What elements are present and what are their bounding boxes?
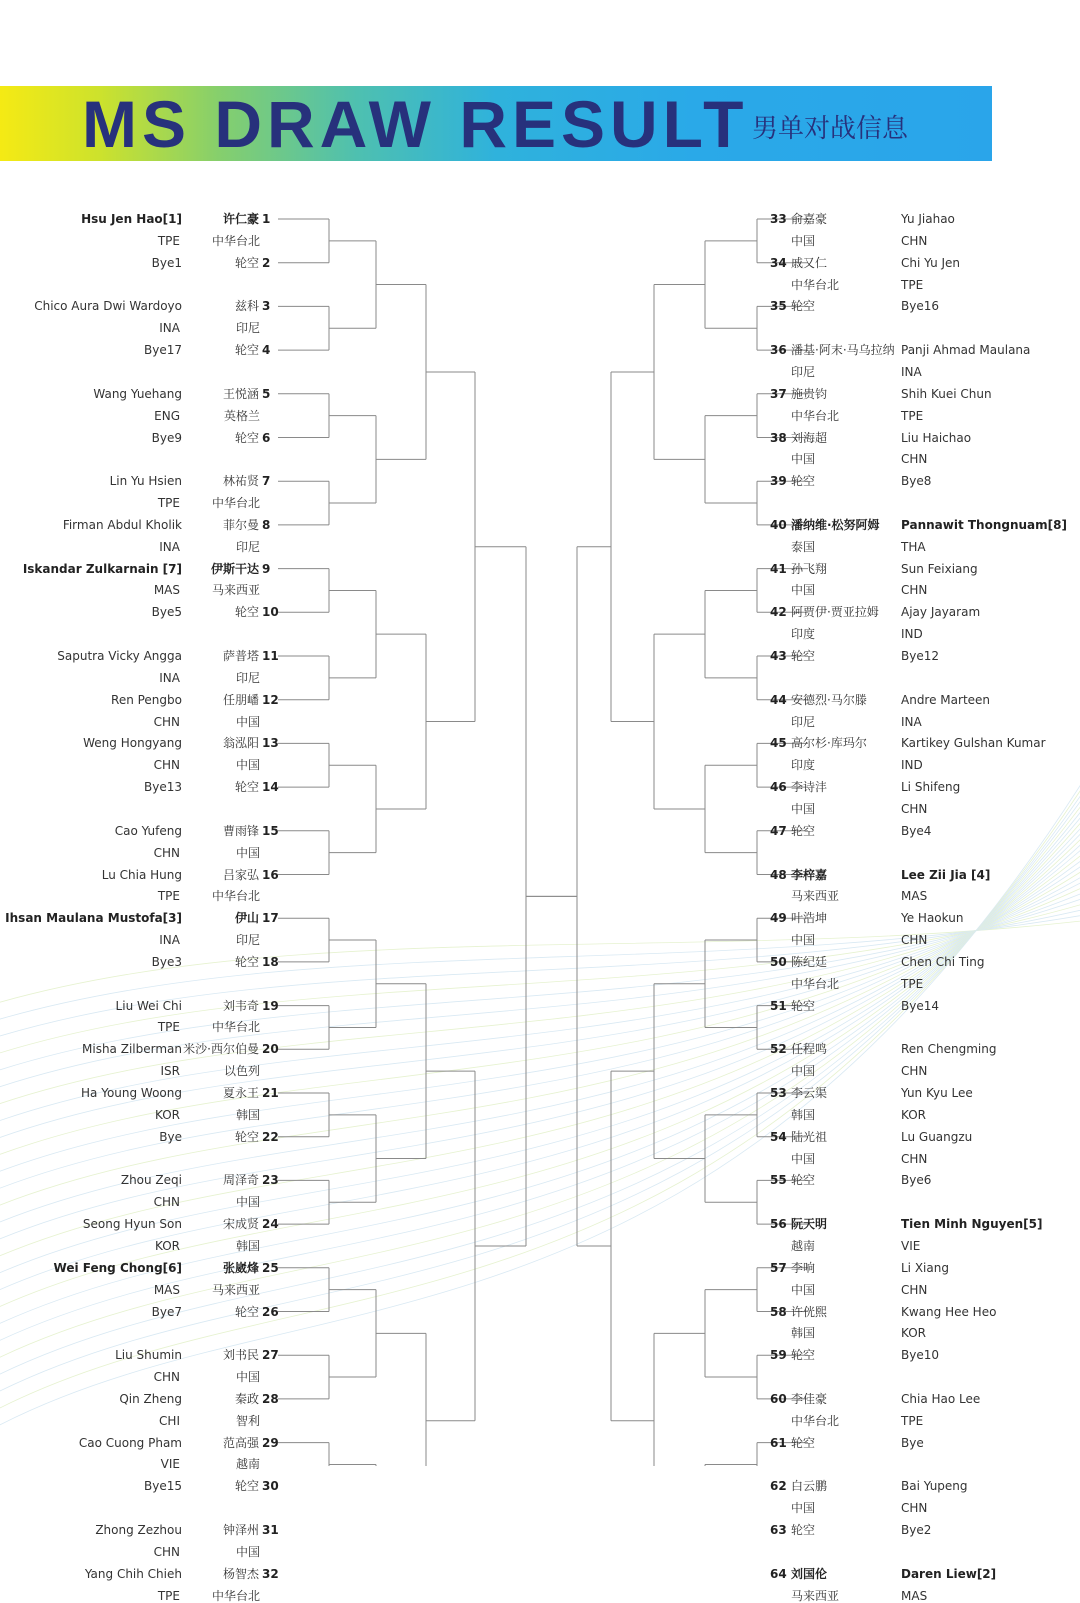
player-name-cn: 轮空: [791, 299, 816, 314]
player-name-en: Firman Abdul Kholik: [62, 517, 182, 532]
player-name-cn: 轮空: [791, 1435, 816, 1450]
draw-position: 6: [262, 430, 271, 445]
country-name-cn: 韩国: [235, 1107, 260, 1122]
country-code: CHN: [153, 1370, 180, 1385]
player-name-en: Bye8: [901, 474, 932, 489]
player-name-cn: 任程鸣: [791, 1042, 828, 1057]
player-name-en: Liu Wei Chi: [115, 998, 182, 1013]
country-name-cn: 智利: [235, 1413, 260, 1428]
player-name-cn: 萨普塔: [222, 649, 259, 663]
draw-position: 63: [770, 1523, 787, 1537]
player-name-en: Tien Minh Nguyen[5]: [901, 1217, 1043, 1232]
player-name-cn: 刘书民: [222, 1348, 259, 1363]
player-name-cn: 阿贾伊·贾亚拉姆: [791, 605, 879, 620]
player-name-cn: 刘国伦: [791, 1566, 828, 1581]
player-name-cn: 轮空: [234, 1129, 259, 1144]
country-code: CHN: [901, 933, 928, 948]
player-name-cn: 钟泽州: [222, 1523, 259, 1537]
player-name-cn: 刘韦奇: [222, 998, 259, 1013]
player-name-cn: 戚又仁: [791, 255, 828, 270]
player-name-cn: 轮空: [234, 1304, 259, 1319]
draw-position: 19: [262, 998, 279, 1013]
draw-position: 34: [770, 255, 787, 270]
country-code: TPE: [157, 1588, 180, 1603]
draw-position: 45: [770, 736, 787, 751]
country-name-cn: 中国: [235, 758, 260, 773]
player-name-cn: 李佳豪: [791, 1391, 828, 1406]
country-code: VIE: [901, 1238, 921, 1253]
draw-position: 61: [770, 1435, 787, 1450]
player-name-en: Sun Feixiang: [901, 561, 978, 576]
player-name-cn: 叶浩坤: [791, 911, 828, 926]
country-code: TPE: [901, 976, 924, 991]
draw-position: 15: [262, 823, 279, 838]
player-name-en: Cao Yufeng: [114, 823, 182, 838]
player-name-en: Chen Chi Ting: [901, 954, 985, 969]
draw-position: 29: [262, 1435, 279, 1450]
country-code: MAS: [153, 583, 180, 598]
country-name-cn: 印尼: [791, 714, 816, 729]
country-name-cn: 印度: [791, 627, 816, 642]
country-name-cn: 马来西亚: [211, 583, 260, 598]
country-code: TPE: [157, 496, 180, 511]
player-name-cn: 林祐贤: [222, 474, 259, 489]
country-code: TPE: [901, 408, 924, 423]
player-name-en: Wang Yuehang: [93, 386, 182, 401]
player-name-en: Zhou Zeqi: [120, 1173, 182, 1188]
player-name-en: Ren Chengming: [901, 1042, 997, 1057]
country-name-cn: 中国: [791, 233, 816, 248]
player-name-en: Chico Aura Dwi Wardoyo: [34, 299, 182, 314]
draw-position: 38: [770, 430, 787, 445]
country-code: VIE: [160, 1457, 180, 1472]
player-name-cn: 安德烈·马尔滕: [791, 692, 867, 707]
player-name-cn: 兹科: [234, 299, 259, 314]
player-name-en: Cao Cuong Pham: [78, 1435, 182, 1450]
country-name-cn: 中国: [235, 714, 260, 729]
country-name-cn: 韩国: [791, 1107, 816, 1122]
country-code: CHN: [901, 801, 928, 816]
draw-position: 12: [262, 692, 279, 707]
draw-position: 64: [770, 1566, 787, 1581]
country-name-cn: 韩国: [791, 1326, 816, 1341]
country-code: IND: [901, 627, 923, 642]
draw-position: 26: [262, 1304, 279, 1319]
draw-position: 51: [770, 998, 787, 1013]
player-name-cn: 李诗沣: [791, 780, 828, 795]
draw-position: 56: [770, 1217, 787, 1232]
player-name-en: Yu Jiahao: [901, 212, 955, 226]
player-name-cn: 轮空: [234, 343, 259, 358]
draw-position: 17: [262, 911, 279, 926]
player-name-cn: 刘海超: [791, 430, 828, 445]
draw-position: 62: [770, 1479, 787, 1494]
player-name-en: Seong Hyun Son: [82, 1217, 182, 1232]
country-name-cn: 马来西亚: [791, 889, 840, 904]
country-code: CHN: [153, 845, 180, 860]
player-name-cn: 李响: [791, 1260, 816, 1275]
country-name-cn: 印尼: [235, 539, 260, 554]
country-code: CHN: [901, 452, 928, 467]
player-name-en: Weng Hongyang: [83, 736, 182, 751]
draw-position: 24: [262, 1217, 279, 1232]
draw-position: 4: [262, 343, 271, 358]
draw-position: 59: [770, 1348, 787, 1363]
country-code: KOR: [155, 1238, 180, 1253]
player-name-cn: 潘纳维·松努阿姆: [791, 517, 880, 532]
draw-position: 43: [770, 649, 787, 663]
draw-position: 16: [262, 867, 279, 882]
country-code: KOR: [901, 1107, 926, 1122]
player-name-cn: 周泽奇: [222, 1173, 259, 1188]
draw-position: 8: [262, 517, 271, 532]
player-name-en: Lee Zii Jia [4]: [901, 867, 991, 882]
player-name-cn: 杨智杰: [222, 1566, 259, 1581]
player-name-cn: 任朋嶓: [222, 692, 259, 707]
country-name-cn: 印尼: [235, 321, 260, 336]
player-name-en: Ren Pengbo: [111, 692, 182, 707]
player-name-cn: 伊山: [234, 911, 259, 926]
player-name-en: Yang Chih Chieh: [84, 1566, 182, 1581]
country-name-cn: 马来西亚: [791, 1588, 840, 1603]
country-code: CHN: [901, 1501, 928, 1516]
country-name-cn: 印度: [791, 758, 816, 773]
draw-position: 60: [770, 1391, 787, 1406]
player-name-cn: 菲尔曼: [222, 517, 259, 532]
player-name-en: Bye: [901, 1435, 924, 1450]
country-code: TPE: [901, 277, 924, 292]
draw-position: 20: [262, 1042, 279, 1057]
country-code: INA: [159, 933, 180, 948]
player-name-cn: 范高强: [222, 1435, 259, 1450]
country-code: TPE: [157, 889, 180, 904]
country-code: MAS: [901, 1588, 928, 1603]
player-name-cn: 施贵钧: [791, 386, 828, 401]
player-name-cn: 阮天明: [791, 1217, 828, 1232]
country-code: KOR: [901, 1326, 926, 1341]
country-name-cn: 印尼: [235, 933, 260, 948]
country-code: CHN: [901, 1064, 928, 1079]
country-code: CHN: [153, 1195, 180, 1210]
draw-position: 41: [770, 561, 787, 576]
draw-position: 13: [262, 736, 279, 751]
player-name-cn: 李梓嘉: [791, 867, 828, 882]
country-name-cn: 中华台北: [211, 889, 260, 904]
page-title: MS DRAW RESULT: [82, 87, 749, 161]
country-name-cn: 中华台北: [791, 1413, 840, 1428]
country-name-cn: 中国: [791, 801, 816, 816]
draw-position: 42: [770, 605, 787, 620]
country-name-cn: 中国: [791, 933, 816, 948]
country-code: THA: [901, 539, 926, 554]
draw-position: 30: [262, 1479, 279, 1494]
player-name-cn: 翁泓阳: [222, 736, 259, 751]
player-name-en: Chia Hao Lee: [901, 1391, 981, 1406]
country-code: CHN: [153, 1544, 180, 1559]
draw-position: 50: [770, 954, 787, 969]
player-name-cn: 许侊熙: [791, 1304, 828, 1319]
draw-position: 2: [262, 255, 271, 270]
country-code: INA: [159, 539, 180, 554]
draw-position: 37: [770, 386, 787, 401]
player-name-en: Bye5: [151, 605, 182, 620]
draw-position: 14: [262, 780, 279, 795]
player-name-cn: 轮空: [234, 605, 259, 620]
country-name-cn: 中华台北: [211, 1588, 260, 1603]
country-code: INA: [159, 321, 180, 336]
player-name-en: Daren Liew[2]: [901, 1566, 997, 1581]
player-name-en: Li Shifeng: [901, 780, 961, 795]
draw-position: 21: [262, 1086, 279, 1100]
player-name-en: Bye1: [151, 255, 182, 270]
country-name-cn: 中国: [235, 1370, 260, 1385]
country-name-cn: 中国: [791, 1064, 816, 1079]
player-name-cn: 轮空: [791, 474, 816, 489]
country-name-cn: 中国: [791, 1151, 816, 1166]
player-name-en: Bye12: [901, 649, 939, 663]
player-name-cn: 俞嘉豪: [791, 212, 828, 226]
player-name-cn: 轮空: [791, 1173, 816, 1188]
player-name-cn: 许仁豪: [222, 212, 259, 226]
country-code: IND: [901, 758, 923, 773]
player-name-cn: 孙飞翔: [791, 561, 828, 576]
player-name-cn: 夏永王: [222, 1086, 259, 1100]
draw-position: 44: [770, 692, 787, 707]
country-code: CHN: [901, 233, 928, 248]
draw-position: 39: [770, 474, 787, 489]
player-name-en: Wei Feng Chong[6]: [53, 1260, 182, 1275]
player-name-cn: 轮空: [234, 780, 259, 795]
draw-position: 54: [770, 1129, 787, 1144]
draw-position: 48: [770, 867, 787, 882]
player-name-en: Bye: [159, 1129, 182, 1144]
player-name-en: Bye13: [144, 780, 182, 795]
draw-position: 5: [262, 386, 271, 401]
player-name-cn: 李云渠: [791, 1086, 828, 1100]
player-name-en: Yun Kyu Lee: [901, 1086, 973, 1100]
page-subtitle: 男单对战信息: [752, 114, 909, 144]
draw-position: 57: [770, 1260, 787, 1275]
player-name-en: Bye4: [901, 823, 932, 838]
country-code: CHN: [153, 758, 180, 773]
draw-position: 9: [262, 561, 271, 576]
country-name-cn: 印尼: [791, 364, 816, 379]
country-name-cn: 英格兰: [223, 408, 260, 423]
player-name-en: Bye3: [151, 954, 182, 969]
player-name-en: Ha Young Woong: [81, 1086, 182, 1100]
player-name-cn: 王悦涵: [222, 386, 259, 401]
country-name-cn: 中国: [235, 1544, 260, 1559]
player-name-en: Bye17: [144, 343, 182, 358]
player-name-en: Lu Guangzu: [901, 1129, 973, 1144]
player-name-cn: 轮空: [791, 649, 816, 663]
player-name-en: Bye6: [901, 1173, 932, 1188]
player-name-en: Bye2: [901, 1523, 932, 1537]
draw-position: 35: [770, 299, 787, 314]
country-name-cn: 泰国: [791, 539, 816, 554]
draw-position: 3: [262, 299, 271, 314]
player-name-cn: 白云鹏: [791, 1479, 828, 1494]
draw-position: 53: [770, 1086, 787, 1100]
player-name-cn: 轮空: [791, 1348, 816, 1363]
player-name-cn: 伊斯干达: [210, 561, 259, 576]
country-code: KOR: [155, 1107, 180, 1122]
country-name-cn: 中华台北: [211, 233, 260, 248]
player-name-cn: 陆光祖: [791, 1129, 828, 1144]
draw-position: 47: [770, 823, 787, 838]
draw-position: 23: [262, 1173, 279, 1188]
draw-position: 28: [262, 1391, 279, 1406]
draw-position: 18: [262, 954, 279, 969]
player-name-en: Ye Haokun: [901, 911, 964, 926]
player-name-en: Bye16: [901, 299, 939, 314]
country-name-cn: 中华台北: [211, 1020, 260, 1035]
country-code: CHN: [901, 1151, 928, 1166]
country-name-cn: 中国: [235, 845, 260, 860]
player-name-cn: 秦政: [234, 1391, 259, 1406]
country-code: MAS: [901, 889, 928, 904]
draw-position: 46: [770, 780, 787, 795]
country-name-cn: 越南: [791, 1238, 816, 1253]
player-name-en: Misha Zilberman: [82, 1042, 182, 1057]
draw-position: 27: [262, 1348, 279, 1363]
country-code: CHN: [901, 1282, 928, 1297]
player-name-en: Iskandar Zulkarnain [7]: [22, 561, 182, 576]
country-name-cn: 中国: [791, 1282, 816, 1297]
player-name-en: Qin Zheng: [119, 1391, 182, 1406]
player-name-cn: 轮空: [791, 1523, 816, 1537]
player-name-cn: 高尔杉·库玛尔: [791, 736, 867, 751]
country-code: TPE: [901, 1413, 924, 1428]
player-name-cn: 轮空: [234, 430, 259, 445]
player-name-cn: 轮空: [234, 954, 259, 969]
player-name-cn: 轮空: [234, 255, 259, 270]
country-code: TPE: [157, 233, 180, 248]
player-name-cn: 潘基·阿末·马乌拉纳: [791, 343, 895, 358]
draw-position: 33: [770, 212, 787, 226]
country-name-cn: 印尼: [235, 670, 260, 685]
draw-position: 55: [770, 1173, 787, 1188]
player-name-en: Lin Yu Hsien: [109, 474, 182, 489]
country-code: ISR: [160, 1064, 180, 1079]
draw-position: 49: [770, 911, 787, 926]
player-name-en: Bye15: [144, 1479, 182, 1494]
country-code: INA: [159, 670, 180, 685]
country-code: ENG: [154, 408, 180, 423]
player-name-en: Hsu Jen Hao[1]: [81, 212, 182, 226]
country-code: INA: [901, 364, 922, 379]
player-name-cn: 吕家弘: [222, 867, 259, 882]
country-name-cn: 中华台北: [791, 976, 840, 991]
player-name-en: Shih Kuei Chun: [901, 386, 992, 401]
player-name-en: Lu Chia Hung: [101, 867, 182, 882]
player-name-cn: 轮空: [234, 1479, 259, 1494]
player-name-cn: 轮空: [791, 823, 816, 838]
draw-position: 58: [770, 1304, 787, 1319]
player-name-en: Li Xiang: [901, 1260, 949, 1275]
player-name-en: Saputra Vicky Angga: [57, 649, 182, 663]
player-name-en: Panji Ahmad Maulana: [901, 343, 1031, 358]
player-name-en: Bye9: [151, 430, 182, 445]
draw-position: 1: [262, 212, 271, 226]
draw-position: 22: [262, 1129, 279, 1144]
draw-position: 7: [262, 474, 271, 489]
draw-position: 11: [262, 649, 279, 663]
country-name-cn: 韩国: [235, 1238, 260, 1253]
player-name-en: Bye14: [901, 998, 939, 1013]
country-name-cn: 越南: [235, 1457, 260, 1472]
country-name-cn: 马来西亚: [211, 1282, 260, 1297]
player-name-en: Andre Marteen: [901, 692, 991, 707]
country-code: INA: [901, 714, 922, 729]
draw-position: 36: [770, 343, 787, 358]
player-name-en: Zhong Zezhou: [95, 1523, 182, 1537]
draw-position: 40: [770, 517, 787, 532]
country-name-cn: 中华台北: [211, 496, 260, 511]
draw-position: 52: [770, 1042, 787, 1057]
player-name-en: Kartikey Gulshan Kumar: [901, 736, 1046, 751]
player-name-en: Liu Shumin: [115, 1348, 182, 1363]
draw-position: 32: [262, 1566, 279, 1581]
player-name-cn: 宋成贤: [222, 1217, 259, 1232]
country-code: CHN: [901, 583, 928, 598]
draw-position: 25: [262, 1260, 279, 1275]
country-code: TPE: [157, 1020, 180, 1035]
player-name-en: Chi Yu Jen: [901, 255, 961, 270]
player-name-cn: 张崴烽: [222, 1260, 259, 1275]
country-name-cn: 中国: [791, 1501, 816, 1516]
player-name-cn: 曹雨锋: [222, 823, 259, 838]
country-code: CHI: [159, 1413, 180, 1428]
player-name-en: Bye10: [901, 1348, 939, 1363]
draw-position: 10: [262, 605, 279, 620]
country-name-cn: 以色列: [223, 1064, 260, 1079]
player-name-cn: 米沙·西尔伯曼: [183, 1042, 259, 1057]
country-code: MAS: [153, 1282, 180, 1297]
country-name-cn: 中国: [791, 583, 816, 598]
country-name-cn: 中华台北: [791, 408, 840, 423]
player-name-en: Pannawit Thongnuam[8]: [901, 517, 1067, 532]
player-name-cn: 轮空: [791, 998, 816, 1013]
player-name-en: Bai Yupeng: [901, 1479, 968, 1494]
country-name-cn: 中华台北: [791, 277, 840, 292]
country-name-cn: 中国: [791, 452, 816, 467]
player-name-cn: 陈纪廷: [791, 954, 828, 969]
draw-position: 31: [262, 1523, 279, 1537]
country-name-cn: 中国: [235, 1195, 260, 1210]
country-code: CHN: [153, 714, 180, 729]
player-name-en: Bye7: [151, 1304, 182, 1319]
player-name-en: Liu Haichao: [901, 430, 972, 445]
player-name-en: Ajay Jayaram: [901, 605, 981, 620]
player-name-en: Ihsan Maulana Mustofa[3]: [5, 911, 182, 926]
player-name-en: Kwang Hee Heo: [901, 1304, 997, 1319]
